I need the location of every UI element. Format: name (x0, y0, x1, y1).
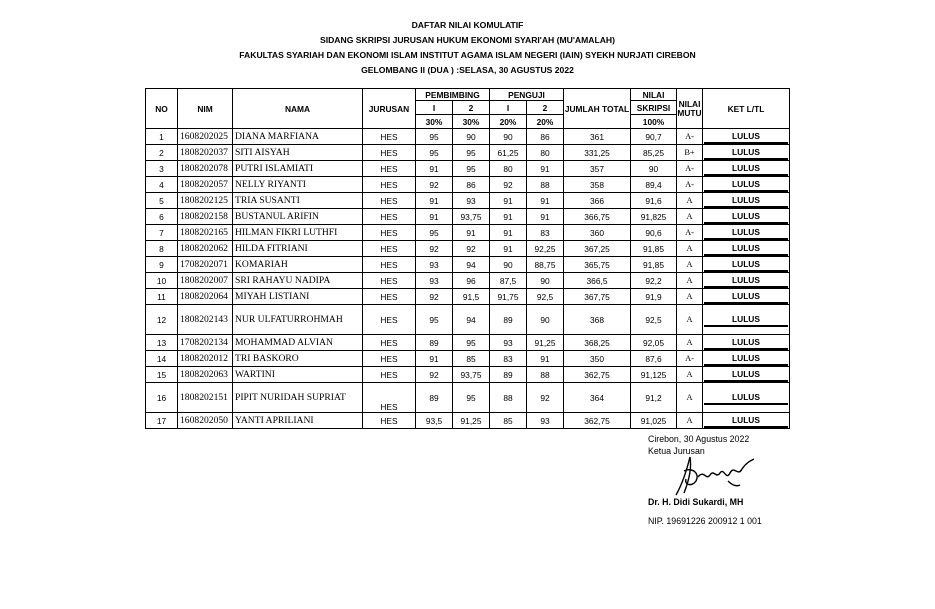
cell-penguji-1: 88 (490, 383, 527, 413)
table-row (146, 335, 790, 351)
cell-nama: BUSTANUL ARIFIN (233, 209, 363, 225)
cell-nilai: 91,9 (631, 289, 677, 305)
cell-penguji-2: 90 (527, 305, 564, 335)
table-row (146, 289, 790, 305)
cell-pembimbing-1: 91 (416, 161, 453, 177)
cell-ket (703, 225, 790, 241)
cell-ket (703, 257, 790, 273)
cell-mutu: A (677, 273, 703, 289)
cell-mutu: B+ (677, 145, 703, 161)
cell-no: 10 (146, 273, 178, 289)
cell-ket (703, 177, 790, 193)
cell-mutu: A- (677, 177, 703, 193)
cell-no: 14 (146, 351, 178, 367)
col-pembimbing-2: 2 (453, 101, 490, 115)
cell-jumlah: 331,25 (564, 145, 631, 161)
ket-label: LULUS (704, 274, 788, 288)
signature-name: Dr. H. Didi Sukardi, MH (648, 497, 744, 507)
cell-ket (703, 145, 790, 161)
cell-ket (703, 289, 790, 305)
cell-penguji-2: 83 (527, 225, 564, 241)
cell-jumlah: 362,75 (564, 413, 631, 429)
table-row (146, 241, 790, 257)
cell-nim: 1808202158 (178, 209, 233, 225)
cell-jumlah: 358 (564, 177, 631, 193)
ket-label: LULUS (704, 336, 788, 350)
col-ket: KET L/TL (703, 89, 790, 129)
cell-ket (703, 367, 790, 383)
cell-no: 15 (146, 367, 178, 383)
cell-penguji-2: 88,75 (527, 257, 564, 273)
col-penguji: PENGUJI (490, 89, 564, 101)
cell-mutu: A (677, 383, 703, 413)
cell-mutu: A (677, 305, 703, 335)
col-nim: NIM (178, 89, 233, 129)
ket-label: LULUS (704, 290, 788, 304)
cell-nim: 1608202025 (178, 129, 233, 145)
cell-no: 7 (146, 225, 178, 241)
cell-nilai: 90,6 (631, 225, 677, 241)
cell-pembimbing-1: 95 (416, 305, 453, 335)
cell-jurusan: HES (363, 335, 416, 351)
cell-penguji-1: 93 (490, 335, 527, 351)
cell-ket (703, 209, 790, 225)
cell-mutu: A- (677, 129, 703, 145)
cell-ket (703, 273, 790, 289)
cell-nilai: 91,85 (631, 241, 677, 257)
cell-nama: MOHAMMAD ALVIAN (233, 335, 363, 351)
cell-pembimbing-2: 95 (453, 335, 490, 351)
cell-no: 16 (146, 383, 178, 413)
cell-pembimbing-1: 91 (416, 193, 453, 209)
ket-label: LULUS (704, 368, 788, 382)
cell-jumlah: 365,75 (564, 257, 631, 273)
cell-ket (703, 351, 790, 367)
grades-table (145, 88, 790, 429)
cell-penguji-1: 92 (490, 177, 527, 193)
col-nama: NAMA (233, 89, 363, 129)
cell-nama: WARTINI (233, 367, 363, 383)
cell-pembimbing-2: 95 (453, 383, 490, 413)
ket-label: LULUS (704, 352, 788, 366)
cell-no: 3 (146, 161, 178, 177)
cell-ket (703, 161, 790, 177)
cell-jurusan: HES (363, 177, 416, 193)
cell-pembimbing-1: 95 (416, 145, 453, 161)
cell-pembimbing-1: 93 (416, 257, 453, 273)
table-row (146, 305, 790, 335)
cell-mutu: A (677, 367, 703, 383)
cell-jumlah: 362,75 (564, 367, 631, 383)
cell-nilai: 87,6 (631, 351, 677, 367)
cell-penguji-1: 89 (490, 305, 527, 335)
header-date: GELOMBANG II (DUA ) :SELASA, 30 AGUSTUS 2022 (361, 65, 574, 75)
weight-skripsi: 100% (631, 115, 677, 129)
cell-pembimbing-1: 92 (416, 241, 453, 257)
document-header (0, 18, 935, 78)
col-mutu: NILAI MUTU (677, 89, 703, 129)
header-faculty: FAKULTAS SYARIAH DAN EKONOMI ISLAM INSTITUT AGAMA ISLAM NEGERI (IAIN) SYEKH NURJATI CIREBON (239, 50, 696, 60)
cell-nim: 1808202012 (178, 351, 233, 367)
cell-nilai: 91,125 (631, 367, 677, 383)
signature-nip: NIP. 19691226 200912 1 001 (648, 516, 762, 526)
cell-pembimbing-2: 93,75 (453, 209, 490, 225)
cell-pembimbing-1: 95 (416, 225, 453, 241)
ket-label: LULUS (704, 414, 788, 428)
cell-pembimbing-1: 92 (416, 177, 453, 193)
table-row (146, 413, 790, 429)
cell-nama: HILDA FITRIANI (233, 241, 363, 257)
table-row (146, 225, 790, 241)
cell-penguji-1: 87,5 (490, 273, 527, 289)
cell-nama: TRIA SUSANTI (233, 193, 363, 209)
cell-jurusan: HES (363, 193, 416, 209)
weight-pembimbing-1: 30% (416, 115, 453, 129)
cell-jurusan: HES (363, 209, 416, 225)
cell-nim: 1808202125 (178, 193, 233, 209)
cell-mutu: A (677, 209, 703, 225)
cell-jumlah: 360 (564, 225, 631, 241)
ket-label: LULUS (704, 242, 788, 256)
cell-jurusan: HES (363, 145, 416, 161)
col-jurusan: JURUSAN (363, 89, 416, 129)
cell-pembimbing-2: 85 (453, 351, 490, 367)
cell-pembimbing-2: 93,75 (453, 367, 490, 383)
cell-nilai: 91,6 (631, 193, 677, 209)
cell-nama: MIYAH LISTIANI (233, 289, 363, 305)
cell-penguji-2: 91 (527, 351, 564, 367)
cell-jurusan: HES (363, 289, 416, 305)
cell-pembimbing-1: 91 (416, 351, 453, 367)
header-title: DAFTAR NILAI KOMULATIF (411, 20, 524, 30)
col-pembimbing: PEMBIMBING (416, 89, 490, 101)
cell-nama: PUTRI ISLAMIATI (233, 161, 363, 177)
cell-pembimbing-2: 92 (453, 241, 490, 257)
cell-jurusan: HES (363, 225, 416, 241)
cell-nama: DIANA MARFIANA (233, 129, 363, 145)
table-row (146, 367, 790, 383)
cell-nama: TRI BASKORO (233, 351, 363, 367)
cell-jumlah: 367,75 (564, 289, 631, 305)
cell-nama: NELLY RIYANTI (233, 177, 363, 193)
cell-jurusan: HES (363, 129, 416, 145)
ket-label: LULUS (704, 391, 788, 405)
cell-nama: YANTI APRILIANI (233, 413, 363, 429)
weight-pembimbing-2: 30% (453, 115, 490, 129)
cell-pembimbing-1: 89 (416, 335, 453, 351)
cell-nilai: 90 (631, 161, 677, 177)
cell-jumlah: 368 (564, 305, 631, 335)
table-row (146, 351, 790, 367)
table-row (146, 273, 790, 289)
table-row (146, 193, 790, 209)
cell-pembimbing-2: 91,5 (453, 289, 490, 305)
cell-penguji-1: 80 (490, 161, 527, 177)
cell-penguji-1: 90 (490, 257, 527, 273)
cell-pembimbing-1: 95 (416, 129, 453, 145)
col-jumlah: JUMLAH TOTAL (564, 89, 631, 129)
cell-nilai: 89,4 (631, 177, 677, 193)
cell-jumlah: 361 (564, 129, 631, 145)
cell-ket (703, 335, 790, 351)
cell-penguji-1: 91 (490, 241, 527, 257)
cell-penguji-1: 61,25 (490, 145, 527, 161)
cell-ket (703, 193, 790, 209)
cell-penguji-1: 91,75 (490, 289, 527, 305)
signature-role: Ketua Jurusan (648, 446, 705, 456)
cell-mutu: A (677, 335, 703, 351)
cell-jumlah: 367,25 (564, 241, 631, 257)
cell-pembimbing-1: 89 (416, 383, 453, 413)
cell-nilai: 91,85 (631, 257, 677, 273)
signature-place-date: Cirebon, 30 Agustus 2022 (648, 434, 750, 444)
cell-penguji-1: 83 (490, 351, 527, 367)
col-nilai: NILAI (631, 89, 677, 101)
cell-no: 4 (146, 177, 178, 193)
cell-pembimbing-2: 96 (453, 273, 490, 289)
cell-jurusan: HES (363, 273, 416, 289)
cell-nilai: 91,025 (631, 413, 677, 429)
weight-penguji-2: 20% (527, 115, 564, 129)
cell-penguji-2: 90 (527, 273, 564, 289)
cell-jumlah: 364 (564, 383, 631, 413)
cell-pembimbing-1: 91 (416, 209, 453, 225)
cell-jurusan: HES (363, 257, 416, 273)
cell-penguji-2: 91,25 (527, 335, 564, 351)
cell-ket (703, 383, 790, 413)
cell-penguji-2: 92,25 (527, 241, 564, 257)
cell-jurusan: HES (363, 413, 416, 429)
cell-nim: 1708202071 (178, 257, 233, 273)
cell-nama: SRI RAHAYU NADIPA (233, 273, 363, 289)
ket-label: LULUS (704, 146, 788, 160)
ket-label: LULUS (704, 210, 788, 224)
cell-nilai: 92,05 (631, 335, 677, 351)
cell-no: 12 (146, 305, 178, 335)
table-row (146, 383, 790, 413)
cell-jurusan: HES (363, 383, 416, 413)
cell-no: 13 (146, 335, 178, 351)
cell-pembimbing-2: 94 (453, 257, 490, 273)
cell-jumlah: 366 (564, 193, 631, 209)
cell-nim: 1808202165 (178, 225, 233, 241)
cell-nim: 1808202057 (178, 177, 233, 193)
cell-penguji-1: 91 (490, 225, 527, 241)
ket-label: LULUS (704, 178, 788, 192)
cell-jumlah: 350 (564, 351, 631, 367)
cell-no: 5 (146, 193, 178, 209)
cell-jurusan: HES (363, 241, 416, 257)
table-row (146, 257, 790, 273)
cell-jurusan: HES (363, 351, 416, 367)
cell-no: 2 (146, 145, 178, 161)
cell-penguji-2: 92 (527, 383, 564, 413)
table-body (146, 129, 790, 429)
cell-mutu: A (677, 413, 703, 429)
col-penguji-2: 2 (527, 101, 564, 115)
cell-pembimbing-1: 93 (416, 273, 453, 289)
cell-nama: SITI AISYAH (233, 145, 363, 161)
cell-jumlah: 357 (564, 161, 631, 177)
cell-nim: 1808202063 (178, 367, 233, 383)
cell-penguji-2: 91 (527, 193, 564, 209)
cell-penguji-2: 91 (527, 161, 564, 177)
cell-pembimbing-2: 91,25 (453, 413, 490, 429)
cell-nilai: 91,2 (631, 383, 677, 413)
cell-ket (703, 129, 790, 145)
ket-label: LULUS (704, 194, 788, 208)
cell-no: 6 (146, 209, 178, 225)
col-no: NO (146, 89, 178, 129)
cell-pembimbing-1: 93,5 (416, 413, 453, 429)
cell-penguji-2: 91 (527, 209, 564, 225)
cell-nim: 1708202134 (178, 335, 233, 351)
cell-pembimbing-1: 92 (416, 289, 453, 305)
cell-penguji-1: 90 (490, 129, 527, 145)
cell-ket (703, 305, 790, 335)
cell-ket (703, 413, 790, 429)
cell-pembimbing-2: 95 (453, 161, 490, 177)
cell-mutu: A (677, 241, 703, 257)
cell-jumlah: 366,5 (564, 273, 631, 289)
cell-nama: HILMAN FIKRI LUTHFI (233, 225, 363, 241)
col-penguji-1: I (490, 101, 527, 115)
cell-penguji-2: 88 (527, 177, 564, 193)
cell-ket (703, 241, 790, 257)
ket-label: LULUS (704, 162, 788, 176)
cell-penguji-1: 85 (490, 413, 527, 429)
ket-label: LULUS (704, 130, 788, 144)
cell-no: 1 (146, 129, 178, 145)
table-row (146, 177, 790, 193)
cell-no: 9 (146, 257, 178, 273)
table-row (146, 209, 790, 225)
cell-penguji-1: 91 (490, 209, 527, 225)
cell-penguji-2: 80 (527, 145, 564, 161)
cell-jurusan: HES (363, 367, 416, 383)
cell-nama: KOMARIAH (233, 257, 363, 273)
ket-label: LULUS (704, 313, 788, 327)
cell-pembimbing-2: 94 (453, 305, 490, 335)
cell-mutu: A- (677, 161, 703, 177)
ket-label: LULUS (704, 226, 788, 240)
cell-mutu: A (677, 193, 703, 209)
cell-nim: 1808202151 (178, 383, 233, 413)
col-skripsi: SKRIPSI (631, 101, 677, 115)
cell-penguji-2: 86 (527, 129, 564, 145)
cell-mutu: A- (677, 351, 703, 367)
cell-nilai: 92,2 (631, 273, 677, 289)
col-pembimbing-1: I (416, 101, 453, 115)
cell-penguji-1: 91 (490, 193, 527, 209)
header-session: SIDANG SKRIPSI JURUSAN HUKUM EKONOMI SYARI'AH (MU'AMALAH) (319, 35, 615, 45)
cell-nama: NUR ULFATURROHMAH (233, 305, 363, 335)
cell-penguji-2: 92,5 (527, 289, 564, 305)
cell-pembimbing-2: 90 (453, 129, 490, 145)
cell-mutu: A (677, 257, 703, 273)
cell-jumlah: 366,75 (564, 209, 631, 225)
table-header (146, 89, 790, 129)
cell-penguji-1: 89 (490, 367, 527, 383)
cell-mutu: A (677, 289, 703, 305)
cell-pembimbing-2: 91 (453, 225, 490, 241)
cell-jurusan: HES (363, 305, 416, 335)
table-row (146, 161, 790, 177)
cell-nim: 1608202050 (178, 413, 233, 429)
cell-penguji-2: 88 (527, 367, 564, 383)
cell-nim: 1808202143 (178, 305, 233, 335)
cell-nilai: 92,5 (631, 305, 677, 335)
cell-jurusan: HES (363, 161, 416, 177)
cell-pembimbing-2: 95 (453, 145, 490, 161)
cell-pembimbing-2: 93 (453, 193, 490, 209)
cell-pembimbing-2: 86 (453, 177, 490, 193)
cell-jumlah: 368,25 (564, 335, 631, 351)
cell-nim: 1808202064 (178, 289, 233, 305)
ket-label: LULUS (704, 258, 788, 272)
cell-nilai: 91,825 (631, 209, 677, 225)
cell-nama: PIPIT NURIDAH SUPRIAT (233, 383, 363, 413)
weight-penguji-1: 20% (490, 115, 527, 129)
cell-nilai: 90,7 (631, 129, 677, 145)
cell-nilai: 85,25 (631, 145, 677, 161)
cell-nim: 1808202062 (178, 241, 233, 257)
table-row (146, 145, 790, 161)
cell-mutu: A- (677, 225, 703, 241)
cell-no: 17 (146, 413, 178, 429)
cell-pembimbing-1: 92 (416, 367, 453, 383)
cell-nim: 1808202078 (178, 161, 233, 177)
cell-nim: 1808202037 (178, 145, 233, 161)
cell-no: 11 (146, 289, 178, 305)
cell-penguji-2: 93 (527, 413, 564, 429)
cell-nim: 1808202007 (178, 273, 233, 289)
cell-no: 8 (146, 241, 178, 257)
handwritten-signature (670, 451, 760, 499)
table-row (146, 129, 790, 145)
